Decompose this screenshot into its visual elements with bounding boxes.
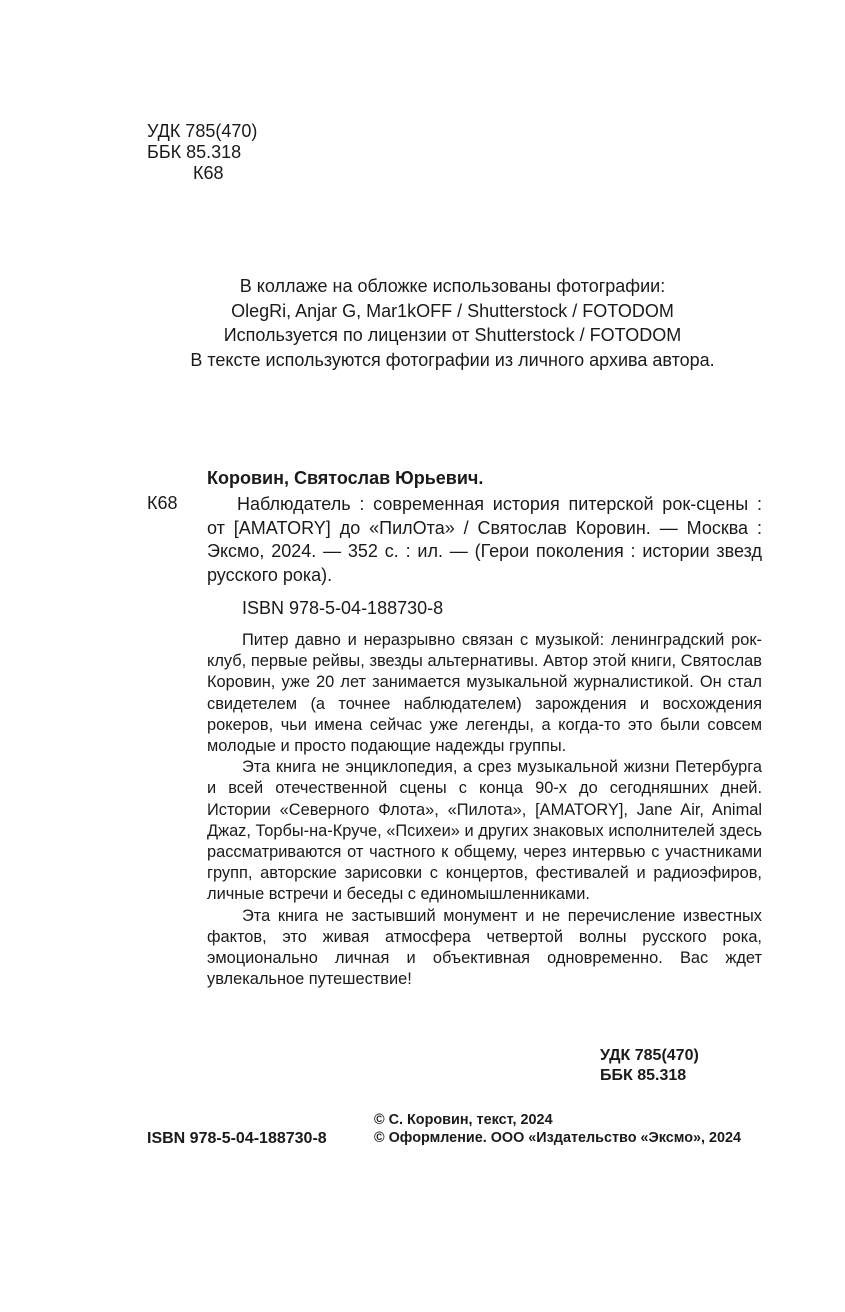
credit-line: OlegRi, Anjar G, Mar1kOFF / Shutterstock / FOTODOM [231,300,674,321]
udk-code: УДК 785(470) [147,121,258,141]
bbk-code-bottom: ББК 85.318 [600,1067,687,1084]
credit-line: В коллаже на обложке использованы фотографии: [239,276,666,296]
bbk-code: ББК 85.318 [147,142,242,162]
udk-code-bottom: УДК 785(470) [600,1047,699,1064]
credit-line: Используется по лицензии от Shutterstock / FOTODOM [223,325,682,345]
catalog-author: Коровин, Святослав Юрьевич. [207,468,484,488]
copyright-text: © С. Коровин, текст, 2024 [374,1112,553,1128]
annotation-paragraph: Питер давно и неразрывно связан с музыкой: ленинградский рок-клуб, первые рейвы, звезды альтернативы. Автор этой книги, Святослав Коровин, уже 20 лет занимается музыкальной журналистикой. Он стал свидетелем (а точнее наблюдателем) зарождения и восхождения рокеров, чьи имена сейчас уже легенды, а когда-то это были совсем молодые и просто подающие надежды группы. [207,631,762,756]
catalog-isbn: ISBN 978-5-04-188730-8 [242,598,444,618]
annotation-paragraph: Эта книга не застывший монумент и не перечисление известных фактов, это живая атмосфера четвертой волны русского рока, эмоционально личная и объективная одновременно. Вас ждет увлекальное путешествие! [207,906,762,989]
isbn-bottom: ISBN 978-5-04-188730-8 [147,1130,327,1147]
photo-credits [0,274,845,372]
annotation-paragraph: Эта книга не энциклопедия, а срез музыкальной жизни Петербурга и всей отечественной сцены с конца 90-х до сегодняшних дней. Истории «Северного Флота», «Пилота», [AMATORY], Jane Air, Animal Джаz, Торбы-на-Круче, «Психеи» и других знаковых исполнителей здесь рассматриваются от частного к общему, через интервью с участниками групп, авторские зарисовки с концертов, фестивалей и радиоэфиров, личные встречи и беседы с единомышленниками. [207,758,762,904]
catalog-author-mark: К68 [147,493,178,513]
copyright-design: © Оформление. ООО «Издательство «Эксмо», 2024 [374,1130,741,1146]
annotation [207,630,762,990]
catalog-description: Наблюдатель : современная история питерской рок-сцены : от [AMATORY] до «ПилОта» / Святослав Коровин. — Москва : Эксмо, 2024. — 352 с. : ил. — (Герои поколения : истории звезд русского рока). [207,494,762,585]
classification-bottom [600,1046,764,1086]
classification-top [147,121,257,184]
credit-line: В тексте используются фотографии из личного архива автора. [190,349,715,370]
author-mark: К68 [193,163,224,183]
